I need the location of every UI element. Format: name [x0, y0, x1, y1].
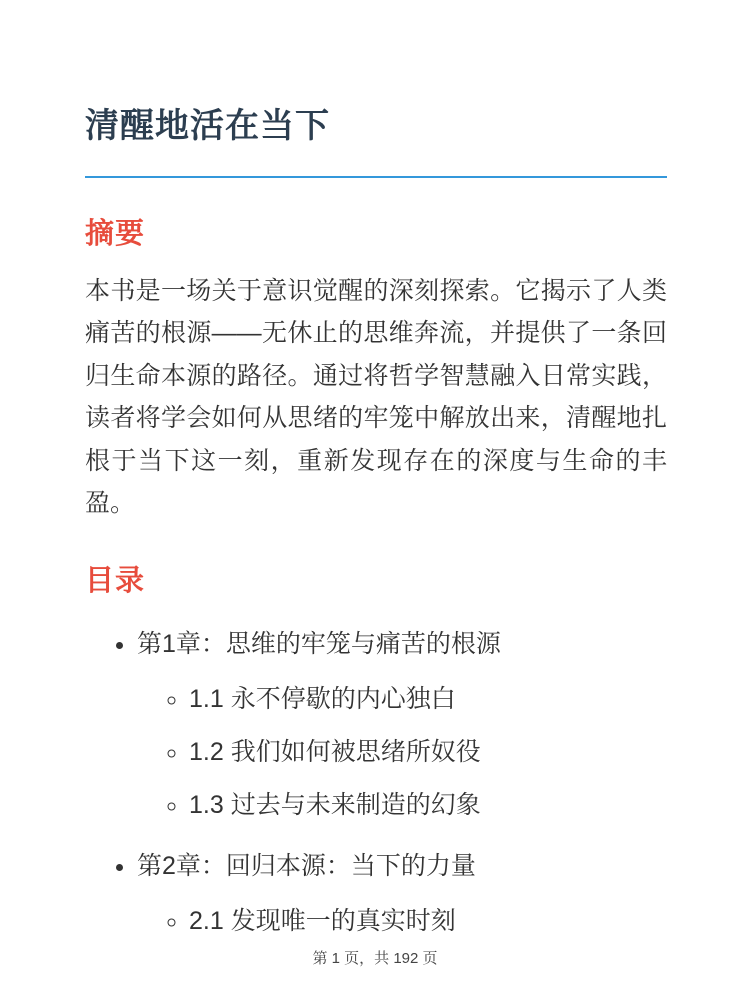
toc-chapter-title: 第2章：回归本源：当下的力量 — [137, 851, 476, 880]
toc-heading: 目录 — [85, 564, 146, 597]
toc-chapter-item — [137, 627, 667, 823]
toc-section-item: ◦ 1.2 我们如何被思绪所奴役 — [189, 735, 667, 770]
summary-heading: 摘要 — [85, 218, 146, 251]
page-title: 清醒地活在当下 — [85, 104, 667, 178]
toc-section-list — [137, 682, 667, 823]
page-number-footer: 第 1 页，共 192 页 — [312, 950, 438, 967]
toc-section-item: ◦ 1.1 永不停歇的内心独白 — [189, 682, 667, 717]
toc-chapter-title: 第1章：思维的牢笼与痛苦的根源 — [137, 629, 501, 658]
toc-chapter-item — [137, 849, 667, 939]
toc-list — [85, 627, 667, 939]
toc-section-item: ◦ 1.3 过去与未来制造的幻象 — [189, 788, 667, 823]
summary-paragraph: 本书是一场关于意识觉醒的深刻探索。它揭示了人类痛苦的根源——无休止的思维奔流，并提供了一条回归生命本源的路径。通过将哲学智慧融入日常实践，读者将学会如何从思绪的牢笼中解放出来，清醒地扎根于当下这一刻，重新发现存在的深度与生命的丰盈。 — [85, 276, 667, 518]
toc-section-list — [137, 904, 667, 939]
toc-section-item: ◦ 2.1 发现唯一的真实时刻 — [189, 904, 667, 939]
